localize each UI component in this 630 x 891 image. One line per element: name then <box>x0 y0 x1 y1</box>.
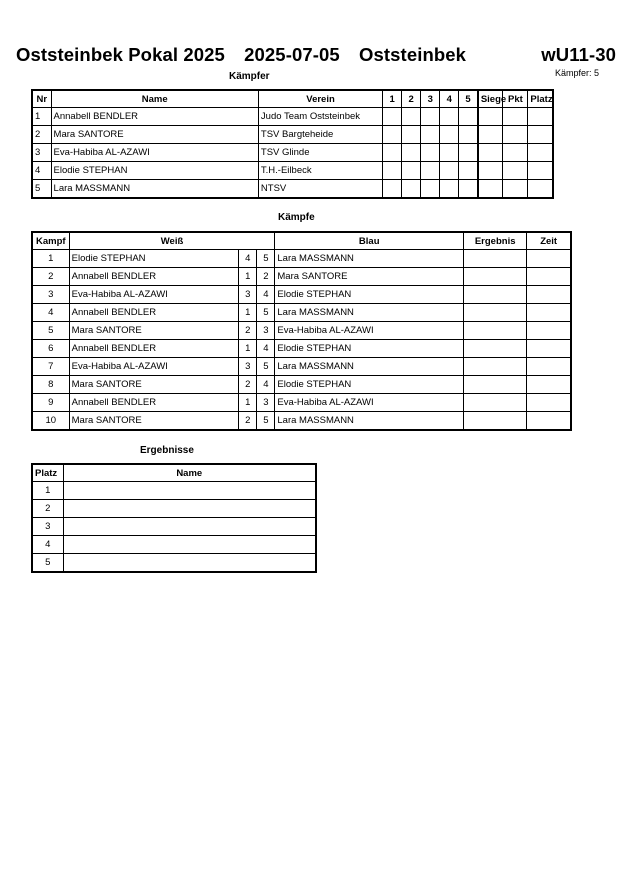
white-fighter-nr: 2 <box>239 322 257 340</box>
fight-time <box>527 412 571 431</box>
fight-number: 10 <box>32 412 69 431</box>
col-wins: Siege <box>478 90 503 108</box>
results-header-row <box>32 464 316 482</box>
fight-result-cell <box>440 144 459 162</box>
blue-fighter: Lara MASSMANN <box>275 412 464 431</box>
result-name <box>63 500 316 518</box>
white-fighter-nr: 3 <box>239 358 257 376</box>
tournament-location: Oststeinbek <box>359 44 467 65</box>
fighter-nr: 1 <box>32 108 51 126</box>
result-row <box>32 482 316 500</box>
col-place: Platz <box>528 90 553 108</box>
col-time: Zeit <box>527 232 571 250</box>
fight-result-cell <box>421 180 440 199</box>
fight-result <box>464 286 527 304</box>
place-cell <box>528 108 553 126</box>
result-name <box>63 554 316 573</box>
fight-result-cell <box>383 162 402 180</box>
blue-fighter-nr: 3 <box>257 394 275 412</box>
points-cell <box>503 162 528 180</box>
result-name <box>63 482 316 500</box>
fight-row <box>32 394 571 412</box>
fighter-name: Lara MASSMANN <box>51 180 258 199</box>
blue-fighter-nr: 3 <box>257 322 275 340</box>
fighter-nr: 4 <box>32 162 51 180</box>
col-fight-4: 4 <box>440 90 459 108</box>
page-title <box>16 44 616 66</box>
fight-result-cell <box>383 144 402 162</box>
result-place: 5 <box>32 554 63 573</box>
place-cell <box>528 144 553 162</box>
weight-class: wU11-30 <box>541 44 616 65</box>
fight-result-cell <box>402 126 421 144</box>
fight-result-cell <box>421 144 440 162</box>
fight-number: 4 <box>32 304 69 322</box>
fight-row <box>32 412 571 431</box>
blue-fighter: Lara MASSMANN <box>275 250 464 268</box>
fight-result-cell <box>440 180 459 199</box>
fight-result-cell <box>459 126 478 144</box>
blue-fighter: Elodie STEPHAN <box>275 286 464 304</box>
white-fighter: Annabell BENDLER <box>69 340 239 358</box>
result-row <box>32 518 316 536</box>
fight-time <box>527 358 571 376</box>
fighter-club: TSV Bargteheide <box>258 126 382 144</box>
col-club: Verein <box>258 90 382 108</box>
fight-result <box>464 340 527 358</box>
fight-time <box>527 322 571 340</box>
fight-result-cell <box>459 144 478 162</box>
col-name: Name <box>51 90 258 108</box>
place-cell <box>528 162 553 180</box>
col-fight-2: 2 <box>402 90 421 108</box>
fighter-count: Kämpfer: 5 <box>554 68 599 78</box>
white-fighter: Mara SANTORE <box>69 322 239 340</box>
white-fighter-nr: 1 <box>239 268 257 286</box>
fight-number: 5 <box>32 322 69 340</box>
white-fighter: Annabell BENDLER <box>69 394 239 412</box>
fights-header-row <box>32 232 571 250</box>
wins-cell <box>478 180 503 199</box>
blue-fighter: Lara MASSMANN <box>275 304 464 322</box>
fighter-row <box>32 162 553 180</box>
blue-fighter-nr: 4 <box>257 376 275 394</box>
fight-result <box>464 322 527 340</box>
fight-time <box>527 304 571 322</box>
white-fighter-nr: 1 <box>239 340 257 358</box>
white-fighter: Annabell BENDLER <box>69 268 239 286</box>
fight-result <box>464 376 527 394</box>
col-fight-5: 5 <box>459 90 478 108</box>
fighter-row <box>32 126 553 144</box>
white-fighter-nr: 1 <box>239 304 257 322</box>
fight-number: 8 <box>32 376 69 394</box>
result-place: 2 <box>32 500 63 518</box>
fight-time <box>527 268 571 286</box>
fighter-name: Elodie STEPHAN <box>51 162 258 180</box>
white-fighter: Mara SANTORE <box>69 376 239 394</box>
col-fight-1: 1 <box>383 90 402 108</box>
fighter-row <box>32 180 553 199</box>
fight-row <box>32 358 571 376</box>
fighter-name: Eva-Habiba AL-AZAWI <box>51 144 258 162</box>
fight-time <box>527 340 571 358</box>
blue-fighter-nr: 2 <box>257 268 275 286</box>
fight-number: 2 <box>32 268 69 286</box>
fight-result-cell <box>421 108 440 126</box>
white-fighter-nr: 2 <box>239 412 257 431</box>
fight-result <box>464 412 527 431</box>
white-fighter: Eva-Habiba AL-AZAWI <box>69 286 239 304</box>
result-name <box>63 536 316 554</box>
blue-fighter-nr: 5 <box>257 250 275 268</box>
fight-result-cell <box>383 180 402 199</box>
fight-result <box>464 250 527 268</box>
result-place: 1 <box>32 482 63 500</box>
fights-table <box>31 231 572 431</box>
col-fight-3: 3 <box>421 90 440 108</box>
fight-row <box>32 340 571 358</box>
fighter-nr: 3 <box>32 144 51 162</box>
col-blue: Blau <box>275 232 464 250</box>
points-cell <box>503 108 528 126</box>
wins-cell <box>478 108 503 126</box>
result-name <box>63 518 316 536</box>
blue-fighter: Eva-Habiba AL-AZAWI <box>275 322 464 340</box>
white-fighter-nr: 1 <box>239 394 257 412</box>
fight-result-cell <box>440 126 459 144</box>
wins-cell <box>478 144 503 162</box>
blue-fighter: Eva-Habiba AL-AZAWI <box>275 394 464 412</box>
fight-result <box>464 358 527 376</box>
fighter-club: T.H.-Eilbeck <box>258 162 382 180</box>
blue-fighter-nr: 5 <box>257 412 275 431</box>
fighter-row <box>32 144 553 162</box>
blue-fighter: Elodie STEPHAN <box>275 376 464 394</box>
fight-time <box>527 250 571 268</box>
fight-result-cell <box>402 144 421 162</box>
fight-result-cell <box>440 108 459 126</box>
blue-fighter-nr: 4 <box>257 340 275 358</box>
col-nr: Nr <box>32 90 51 108</box>
blue-fighter-nr: 4 <box>257 286 275 304</box>
fighter-nr: 5 <box>32 180 51 199</box>
fight-result-cell <box>383 108 402 126</box>
result-row <box>32 554 316 573</box>
fight-result-cell <box>459 162 478 180</box>
fight-number: 3 <box>32 286 69 304</box>
points-cell <box>503 144 528 162</box>
wins-cell <box>478 162 503 180</box>
col-result: Ergebnis <box>464 232 527 250</box>
white-fighter-nr: 2 <box>239 376 257 394</box>
fighters-header-row <box>32 90 553 108</box>
fight-result-cell <box>421 126 440 144</box>
fighter-name: Mara SANTORE <box>51 126 258 144</box>
fight-result-cell <box>459 180 478 199</box>
blue-fighter-nr: 5 <box>257 304 275 322</box>
result-row <box>32 500 316 518</box>
fight-time <box>527 286 571 304</box>
blue-fighter: Elodie STEPHAN <box>275 340 464 358</box>
col-name: Name <box>63 464 316 482</box>
fight-number: 1 <box>32 250 69 268</box>
white-fighter: Annabell BENDLER <box>69 304 239 322</box>
result-place: 4 <box>32 536 63 554</box>
col-place: Platz <box>32 464 63 482</box>
fight-row <box>32 250 571 268</box>
blue-fighter: Mara SANTORE <box>275 268 464 286</box>
white-fighter-nr: 4 <box>239 250 257 268</box>
fight-row <box>32 286 571 304</box>
white-fighter-nr: 3 <box>239 286 257 304</box>
fight-result <box>464 304 527 322</box>
place-cell <box>528 126 553 144</box>
col-points: Pkt <box>503 90 528 108</box>
white-fighter: Eva-Habiba AL-AZAWI <box>69 358 239 376</box>
tournament-date: 2025-07-05 <box>244 44 340 65</box>
points-cell <box>503 180 528 199</box>
fighter-name: Annabell BENDLER <box>51 108 258 126</box>
fights-section-title: Kämpfe <box>278 212 315 223</box>
fight-result <box>464 394 527 412</box>
fight-number: 9 <box>32 394 69 412</box>
result-place: 3 <box>32 518 63 536</box>
fighters-section-title: Kämpfer <box>229 71 270 82</box>
fight-result <box>464 268 527 286</box>
fight-number: 6 <box>32 340 69 358</box>
result-row <box>32 536 316 554</box>
fighter-club: NTSV <box>258 180 382 199</box>
fight-result-cell <box>421 162 440 180</box>
blue-fighter: Lara MASSMANN <box>275 358 464 376</box>
tournament-name: Oststeinbek Pokal 2025 <box>16 44 225 65</box>
results-section-title: Ergebnisse <box>140 445 194 456</box>
fight-result-cell <box>440 162 459 180</box>
fight-time <box>527 376 571 394</box>
results-table <box>31 463 317 573</box>
fight-result-cell <box>402 180 421 199</box>
fight-result-cell <box>383 126 402 144</box>
col-fight-no: Kampf <box>32 232 69 250</box>
fighter-row <box>32 108 553 126</box>
col-white: Weiß <box>69 232 275 250</box>
fight-result-cell <box>402 162 421 180</box>
white-fighter: Elodie STEPHAN <box>69 250 239 268</box>
points-cell <box>503 126 528 144</box>
fighters-table <box>31 89 554 199</box>
blue-fighter-nr: 5 <box>257 358 275 376</box>
white-fighter: Mara SANTORE <box>69 412 239 431</box>
wins-cell <box>478 126 503 144</box>
fight-row <box>32 304 571 322</box>
place-cell <box>528 180 553 199</box>
fight-number: 7 <box>32 358 69 376</box>
fight-row <box>32 322 571 340</box>
fight-time <box>527 394 571 412</box>
fighter-nr: 2 <box>32 126 51 144</box>
fight-row <box>32 376 571 394</box>
fight-result-cell <box>402 108 421 126</box>
fight-row <box>32 268 571 286</box>
fighter-club: Judo Team Oststeinbek <box>258 108 382 126</box>
fighter-club: TSV Glinde <box>258 144 382 162</box>
fight-result-cell <box>459 108 478 126</box>
